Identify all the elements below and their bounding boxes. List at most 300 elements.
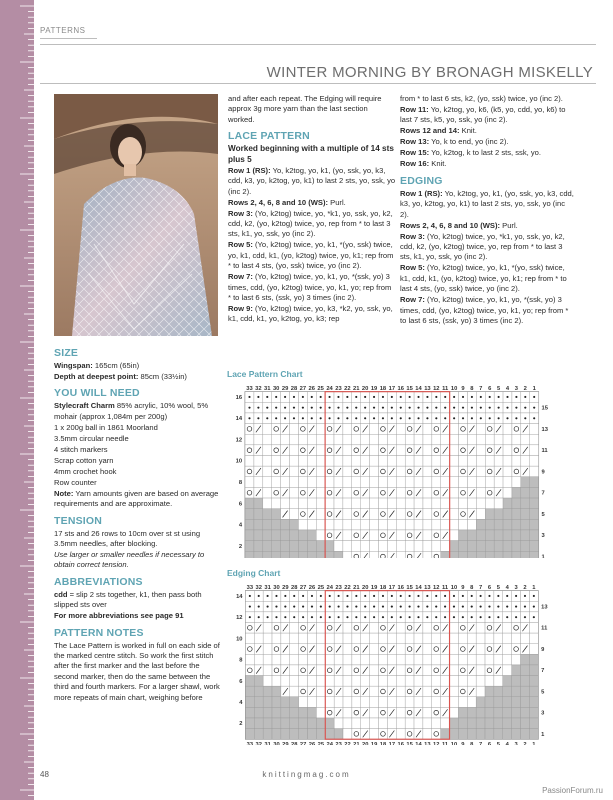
chart-cell: [325, 707, 334, 718]
chart-cell: [263, 644, 272, 655]
chart-cell: [485, 707, 494, 718]
chart-cell: [370, 455, 379, 466]
chart-dot: [506, 616, 508, 618]
chart-cell: [485, 466, 494, 477]
column-middle: [228, 94, 396, 325]
chart-dot: [320, 606, 322, 608]
chart-cell: [298, 509, 307, 520]
chart-cell: [307, 498, 316, 509]
chart-cell: [263, 498, 272, 509]
chart-cell: [370, 718, 379, 729]
chart-cell: [370, 434, 379, 445]
chart-dot: [506, 417, 508, 419]
chart-cell: [485, 686, 494, 697]
chart-cell: [290, 729, 299, 740]
chart-cell: [396, 509, 405, 520]
chart-cell: [529, 729, 538, 740]
chart-cell: [476, 729, 485, 740]
chart-dot: [284, 595, 286, 597]
chart-cell: [325, 434, 334, 445]
chart-cell: [396, 487, 405, 498]
chart-cell: [467, 551, 476, 558]
chart-cell: [316, 445, 325, 456]
chart-cell: [503, 434, 512, 445]
chart-cell: [458, 644, 467, 655]
chart-cell: [405, 665, 414, 676]
chart-col-number-top: 11: [442, 585, 449, 592]
chart-dot: [382, 595, 384, 597]
you-will-need-heading: YOU WILL NEED: [54, 387, 140, 400]
chart-dot: [320, 417, 322, 419]
chart-cell: [290, 477, 299, 488]
chart-dot: [346, 606, 348, 608]
chart-cell: [343, 498, 352, 509]
chart-cell: [334, 541, 343, 552]
chart-cell: [370, 477, 379, 488]
lace-row: Row 16: Knit.: [400, 159, 447, 169]
chart-cell: [512, 487, 521, 498]
chart-cell: [299, 665, 308, 676]
chart-cell: [529, 633, 538, 644]
edging-row: Row 3: (Yo, k2tog) twice, yo, *k1, yo, ssk, yo, k2, cdd, k2, (yo, k2tog) twice, yo, rep from * to last 3 sts, k1, yo, ssk, yo (inc 2).: [400, 231, 565, 262]
chart-cell: [272, 477, 281, 488]
chart-cell: [387, 697, 396, 708]
chart-dot: [462, 407, 464, 409]
chart-dot: [498, 407, 500, 409]
chart-cell: [432, 541, 441, 552]
chart-col-number-top: 5: [496, 386, 501, 393]
chart-cell: [352, 729, 361, 740]
chart-cell: [352, 509, 361, 520]
chart-col-number-top: 13: [424, 585, 431, 592]
chart-cell: [432, 530, 441, 541]
chart-cell: [290, 665, 299, 676]
chart-cell: [432, 509, 441, 520]
chart-cell: [476, 718, 485, 729]
chart-cell: [325, 654, 334, 665]
chart-row-number-right: 13: [541, 604, 548, 611]
chart-cell: [272, 697, 281, 708]
chart-dot: [435, 595, 437, 597]
chart-cell: [512, 676, 521, 687]
chart-cell: [485, 530, 494, 541]
chart-cell: [503, 541, 512, 552]
chart-dot: [391, 407, 393, 409]
chart-dot: [524, 616, 526, 618]
chart-cell: [450, 477, 459, 488]
chart-cell: [254, 477, 263, 488]
chart-cell: [485, 477, 494, 488]
chart-cell: [263, 551, 272, 558]
chart-col-number-top: 29: [281, 386, 289, 393]
chart-cell: [361, 455, 370, 466]
chart-cell: [307, 434, 316, 445]
chart-cell: [512, 424, 521, 435]
chart-cell: [325, 729, 334, 740]
chart-dot: [400, 396, 402, 398]
chart-cell: [494, 729, 503, 740]
chart-cell: [272, 445, 281, 456]
chart-cell: [334, 519, 343, 530]
chart-cell: [458, 729, 467, 740]
chart-cell: [476, 509, 485, 520]
chart-cell: [485, 654, 494, 665]
chart-dot: [373, 396, 375, 398]
chart-cell: [459, 445, 468, 456]
chart-cell: [379, 622, 388, 633]
chart-cell: [476, 487, 485, 498]
chart-col-number-top: 2: [523, 386, 527, 393]
chart-col-number-top: 13: [424, 386, 431, 393]
materials-item: 3.5mm circular needle: [54, 433, 129, 443]
chart-cell: [263, 445, 272, 456]
chart-cell: [290, 519, 299, 530]
chart-dot: [435, 407, 437, 409]
chart-cell: [272, 644, 281, 655]
chart-cell: [334, 654, 343, 665]
chart-cell: [512, 718, 521, 729]
chart-cell: [458, 697, 467, 708]
chart-cell: [352, 498, 361, 509]
chart-cell: [432, 434, 441, 445]
chart-cell: [450, 686, 459, 697]
chart-dot: [488, 616, 490, 618]
chart-col-number-bottom: 19: [370, 741, 378, 745]
chart-cell: [521, 551, 530, 558]
chart-cell: [503, 466, 512, 477]
chart-col-number-bottom: 33: [246, 741, 254, 745]
chart-cell: [476, 551, 485, 558]
chart-cell: [307, 519, 316, 530]
chart-cell: [494, 633, 503, 644]
chart-cell: [512, 644, 521, 655]
chart-cell: [512, 633, 521, 644]
chart-cell: [423, 455, 432, 466]
chart-cell: [290, 445, 299, 456]
chart-cell: [325, 633, 334, 644]
chart-cell: [316, 707, 325, 718]
chart-dot: [320, 616, 322, 618]
chart-dot: [293, 396, 295, 398]
chart-cell: [476, 622, 485, 633]
edging-heading: EDGING: [400, 174, 443, 187]
chart-cell: [316, 541, 325, 552]
chart-cell: [432, 455, 441, 466]
chart-dot: [382, 407, 384, 409]
chart-cell: [334, 477, 343, 488]
tension-heading: TENSION: [54, 514, 103, 527]
materials-item: 1 x 200g ball in 1861 Moorland: [54, 422, 158, 432]
chart-cell: [414, 498, 423, 509]
chart-cell: [459, 509, 468, 520]
chart-col-number-top: 15: [406, 585, 413, 592]
chart-col-number-top: 2: [523, 585, 527, 592]
chart-cell: [467, 633, 476, 644]
chart-cell: [432, 519, 441, 530]
chart-cell: [370, 466, 379, 477]
chart-cell: [396, 424, 405, 435]
chart-cell: [432, 622, 441, 633]
chart-cell: [299, 697, 308, 708]
chart-row-number-left: 4: [238, 522, 243, 529]
chart-cell: [396, 498, 405, 509]
chart-dot: [497, 595, 499, 597]
materials-item: Scrap cotton yarn: [54, 455, 114, 465]
chart-row-number-left: 2: [239, 721, 243, 728]
chart-cell: [272, 718, 281, 729]
chart-cell: [530, 477, 539, 488]
chart-cell: [352, 541, 361, 552]
chart-cell: [254, 633, 263, 644]
chart-cell: [530, 498, 539, 509]
chart-cell: [290, 530, 299, 541]
chart-dot: [328, 417, 330, 419]
model-photo: [54, 94, 218, 336]
edging-row: Row 1 (RS): Yo, k2tog, yo, k1, (yo, ssk, yo, k3, cdd, k3, yo, k2tog, yo, k1) to last 2 sts, yo, ssk, yo (inc 2).: [400, 188, 574, 219]
chart-dot: [417, 595, 419, 597]
chart-cell: [405, 509, 414, 520]
chart-cell: [281, 718, 290, 729]
chart-cell: [316, 551, 325, 558]
chart-cell: [521, 541, 530, 552]
chart-cell: [396, 477, 405, 488]
chart-dot: [382, 606, 384, 608]
chart-dot: [391, 606, 393, 608]
chart-cell: [308, 697, 317, 708]
chart-cell: [272, 686, 281, 697]
chart-cell: [378, 530, 387, 541]
chart-cell: [352, 697, 361, 708]
chart-dot: [471, 595, 473, 597]
chart-cell: [521, 665, 530, 676]
chart-dot: [533, 595, 535, 597]
chart-dot: [480, 407, 482, 409]
chart-cell: [352, 487, 361, 498]
chart-cell: [272, 424, 281, 435]
chart-cell: [254, 729, 263, 740]
chart-cell: [512, 509, 521, 520]
chart-cell: [263, 622, 272, 633]
chart-dot: [311, 606, 313, 608]
chart-dot: [400, 407, 402, 409]
chart-cell: [503, 424, 512, 435]
chart-dot: [248, 396, 250, 398]
chart-cell: [467, 498, 476, 509]
chart-dot: [471, 616, 473, 618]
chart-dot: [284, 606, 286, 608]
chart-dot: [248, 417, 250, 419]
chart-col-number-top: 11: [442, 386, 449, 393]
chart-cell: [245, 633, 254, 644]
chart-dot: [293, 616, 295, 618]
chart-cell: [263, 509, 272, 520]
chart-dot: [533, 407, 535, 409]
chart-dot: [267, 606, 269, 608]
chart-cell: [432, 487, 441, 498]
chart-dot: [462, 396, 464, 398]
chart-cell: [325, 718, 334, 729]
chart-col-number-top: 12: [433, 386, 440, 393]
chart-cell: [432, 665, 441, 676]
chart-cell: [370, 707, 379, 718]
chart-dot: [328, 396, 330, 398]
chart-cell: [396, 551, 405, 558]
chart-cell: [529, 622, 538, 633]
chart-cell: [316, 530, 325, 541]
chart-cell: [352, 633, 361, 644]
chart-cell: [298, 466, 307, 477]
chart-cell: [485, 697, 494, 708]
chart-dot: [426, 417, 428, 419]
chart-cell: [521, 686, 530, 697]
chart-dot: [453, 606, 455, 608]
chart-col-number-bottom: 26: [308, 741, 316, 745]
chart-cell: [405, 519, 414, 530]
chart-cell: [263, 424, 272, 435]
chart-dot: [435, 606, 437, 608]
chart-row-number-right: 5: [541, 689, 545, 696]
chart-cell: [263, 633, 272, 644]
chart-cell: [521, 434, 530, 445]
chart-cell: [299, 633, 308, 644]
chart-cell: [405, 729, 414, 740]
chart-cell: [441, 551, 450, 558]
chart-cell: [414, 541, 423, 552]
chart-cell: [494, 707, 503, 718]
chart-col-number-top: 19: [370, 386, 378, 393]
chart-dot: [524, 606, 526, 608]
chart-col-number-top: 31: [264, 585, 271, 592]
lace-row: Row 11: Yo, k2tog, yo, k6, (k5, yo, cdd, yo, k6) to last 7 sts, k5, yo, ssk, yo (inc 2).: [400, 105, 566, 125]
chart-col-number-top: 3: [514, 386, 519, 393]
chart-cell: [378, 455, 387, 466]
chart-dot: [444, 417, 446, 419]
chart-cell: [343, 665, 352, 676]
chart-cell: [316, 633, 325, 644]
chart-dot: [417, 407, 419, 409]
chart-cell: [272, 551, 281, 558]
chart-cell: [281, 707, 290, 718]
chart-col-number-top: 1: [532, 585, 536, 592]
chart-col-number-top: 1: [532, 386, 536, 393]
chart-cell: [316, 424, 325, 435]
chart-col-number-top: 9: [461, 585, 465, 592]
chart-dot: [471, 417, 473, 419]
chart-dot: [328, 407, 330, 409]
chart-cell: [245, 530, 254, 541]
chart-cell: [521, 519, 530, 530]
abbreviations-link[interactable]: For more abbreviations see page 91: [54, 611, 184, 621]
chart-cell: [263, 729, 272, 740]
chart-cell: [272, 729, 281, 740]
chart-cell: [290, 686, 299, 697]
chart-dot: [329, 616, 331, 618]
chart-dot: [426, 396, 428, 398]
chart-cell: [450, 498, 459, 509]
chart-cell: [512, 622, 521, 633]
chart-row-number-right: 11: [541, 448, 548, 455]
chart-cell: [370, 498, 379, 509]
chart-col-number-top: 4: [505, 386, 510, 393]
chart-cell: [476, 498, 485, 509]
chart-cell: [245, 541, 254, 552]
chart-col-number-top: 30: [272, 386, 280, 393]
chart-cell: [361, 676, 370, 687]
lace-row: Rows 12 and 14: Knit.: [400, 126, 477, 136]
chart-dot: [480, 417, 482, 419]
chart-cell: [521, 530, 530, 541]
chart-cell: [405, 644, 414, 655]
chart-dot: [524, 396, 526, 398]
chart-dot: [444, 595, 446, 597]
chart-cell: [290, 455, 299, 466]
chart-cell: [423, 519, 432, 530]
chart-cell: [254, 434, 263, 445]
chart-cell: [343, 434, 352, 445]
chart-cell: [467, 697, 476, 708]
chart-dot: [364, 407, 366, 409]
chart-dot: [267, 595, 269, 597]
chart-cell: [423, 466, 432, 477]
chart-cell: [334, 697, 343, 708]
chart-cell: [485, 541, 494, 552]
chart-cell: [450, 644, 459, 655]
chart-cell: [441, 477, 450, 488]
chart-cell: [290, 654, 299, 665]
chart-dot: [302, 407, 304, 409]
chart-cell: [352, 665, 361, 676]
chart-dot: [364, 595, 366, 597]
chart-dot: [302, 606, 304, 608]
chart-cell: [485, 498, 494, 509]
chart-col-number-top: 33: [246, 585, 254, 592]
chart-cell: [423, 509, 432, 520]
chart-cell: [298, 551, 307, 558]
chart-dot: [364, 396, 366, 398]
chart-cell: [530, 519, 539, 530]
chart-cell: [476, 466, 485, 477]
chart-cell: [450, 622, 459, 633]
chart-cell: [521, 718, 530, 729]
chart-cell: [405, 487, 414, 498]
chart-dot: [489, 407, 491, 409]
chart-cell: [272, 530, 281, 541]
chart-cell: [521, 707, 530, 718]
chart-dot: [293, 417, 295, 419]
chart-cell: [290, 509, 299, 520]
chart-cell: [423, 697, 432, 708]
chart-cell: [245, 718, 254, 729]
chart-dot: [391, 396, 393, 398]
chart-cell: [441, 654, 450, 665]
chart-cell: [458, 665, 467, 676]
chart-dot: [391, 595, 393, 597]
chart-cell: [530, 424, 539, 435]
chart-cell: [343, 477, 352, 488]
chart-cell: [459, 455, 468, 466]
chart-cell: [530, 509, 539, 520]
chart-dot: [409, 396, 411, 398]
materials-item: 4 stitch markers: [54, 444, 108, 454]
chart-dot: [355, 417, 357, 419]
chart-cell: [387, 477, 396, 488]
chart-col-number-bottom: 24: [326, 741, 333, 745]
chart-cell: [290, 622, 299, 633]
chart-cell: [316, 498, 325, 509]
chart-cell: [263, 519, 272, 530]
chart-cell: [272, 622, 281, 633]
chart-col-number-bottom: 23: [335, 741, 342, 745]
